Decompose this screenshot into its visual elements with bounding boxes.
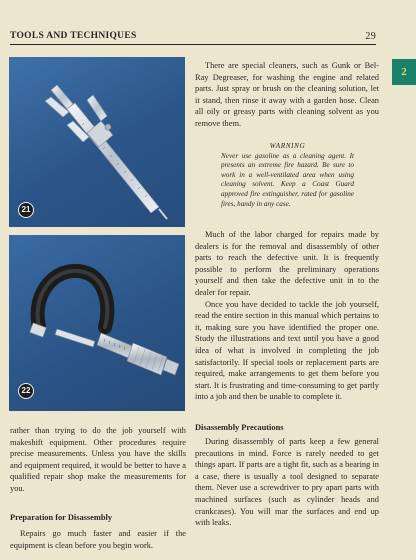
- body-paragraph: During disassembly of parts keep a few general precautions in mind. Force is rarely needed to get things apart. If parts are a tight fit, such as a bearing in a case, there is usually a tool designed to separate them. Never use a screwdriver to pry apart parts with machined surfaces (such as cylinder heads and crankcases). You will mar the surfaces and end up with leaks.: [195, 437, 379, 528]
- chapter-tab-number: 2: [401, 66, 407, 78]
- precautions-paragraph-block: [195, 436, 379, 529]
- warning-text: Never use gasoline as a cleaning agent. It presents an extreme fire hazard. Be sure to work in a well-ventilated area when using cleaning solvent. Keep a Coast Guard approved fire extinguisher, rated for gasoline fires, handy in any case.: [221, 151, 354, 208]
- body-paragraph: There are special cleaners, such as Gunk or Bel-Ray Degreaser, for washing the engine and related parts. Just spray or brush on the cleaning solution, let it stand, then rinse it away with a garden hose. Clean all oily or greasy parts with cleaning solvent as you remove them.: [195, 61, 379, 128]
- figure-caliper-photo: [9, 57, 185, 227]
- body-paragraph: Repairs go much faster and easier if the equipment is clean before you begin work.: [10, 529, 186, 550]
- cleaners-paragraph-block: [195, 60, 379, 130]
- subheading-preparation: Preparation for Disassembly: [10, 513, 113, 522]
- labor-paragraph-block: [195, 229, 379, 403]
- chapter-tab: [392, 59, 416, 85]
- header-rule: [10, 44, 376, 45]
- caliper-illustration: [9, 57, 185, 227]
- body-paragraph: rather than trying to do the job yourself with makeshift equipment. Other procedures require precise measurements. Unless you have the skills and equipment required, it would be better to have a qualified repair shop make the measurements for you.: [10, 426, 186, 493]
- preparation-paragraph-block: [10, 528, 186, 551]
- warning-title: WARNING: [269, 142, 306, 150]
- subheading-disassembly-precautions: Disassembly Precautions: [195, 423, 284, 432]
- body-paragraph: Much of the labor charged for repairs made by dealers is for the removal and disassembly of other parts to reach the defective unit. It is frequently possible to perform the preliminary operations yourself and then take the defective unit in to the dealer for repair.: [195, 230, 379, 297]
- section-title: TOOLS AND TECHNIQUES: [10, 31, 137, 41]
- body-paragraph: Once you have decided to tackle the job yourself, read the entire section in this manual which pertains to it, making sure you have identified the proper one. Study the illustrations and text until you have a good idea of what is involved in completing the job satisfactorily. If special tools or replacement parts are required, make arrangements to get them before you start. It is frustrating and time-consuming to get partly into a job and then be unable to complete it.: [195, 299, 379, 402]
- figure-number-badge: 22: [18, 383, 34, 399]
- page-number: 29: [365, 31, 376, 42]
- measurements-paragraph-block: [10, 425, 186, 495]
- running-head: [10, 31, 376, 41]
- figure-number-badge: 21: [18, 202, 34, 218]
- figure-micrometer-photo: [9, 235, 185, 411]
- warning-notice: [221, 142, 354, 209]
- micrometer-illustration: [9, 235, 185, 411]
